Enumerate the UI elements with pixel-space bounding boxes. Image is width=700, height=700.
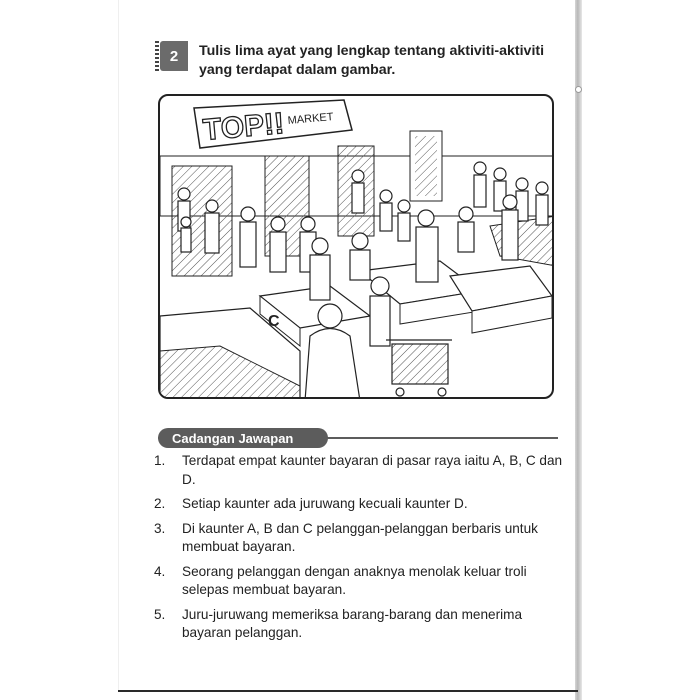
answer-text: Di kaunter A, B dan C pelanggan-pelanggan berbaris untuk membuat bayaran.: [182, 520, 538, 554]
question-text: Tulis lima ayat yang lengkap tentang aktiviti-aktiviti yang terdapat dalam gambar.: [199, 43, 545, 78]
answer-list: [150, 452, 565, 649]
answer-number: 3.: [154, 520, 166, 536]
answer-item: [150, 495, 565, 514]
answer-text: Seorang pelanggan dengan anaknya menolak keluar troli selepas membuat bayaran.: [182, 563, 527, 597]
answer-item: [150, 452, 565, 489]
page-margin-line: [118, 0, 119, 690]
supermarket-illustration: [158, 94, 554, 399]
answer-number: 1.: [154, 453, 166, 468]
answer-text: Setiap kaunter ada juruwang kecuali kaunter D.: [182, 496, 468, 511]
answer-text: Terdapat empat kaunter bayaran di pasar raya iaitu A, B, C dan D.: [182, 453, 563, 487]
sign-market-text: MARKET: [287, 111, 334, 127]
sign-top-text: TOP!!: [201, 107, 286, 147]
binding-hole-icon: [575, 86, 582, 93]
answer-number: 2.: [154, 496, 166, 511]
supermarket-drawing: [160, 96, 554, 399]
page-binding-edge: [575, 0, 582, 700]
answer-item: [150, 563, 565, 600]
trolley: [386, 340, 452, 396]
answer-item: [150, 606, 565, 643]
answer-text: Juru-juruwang memeriksa barang-barang dan menerima bayaran pelanggan.: [182, 606, 523, 640]
page-bottom-rule: [118, 690, 578, 692]
question-number-badge: 2: [160, 41, 188, 71]
answer-number: 5.: [154, 606, 166, 622]
answer-heading: Cadangan Jawapan: [158, 428, 328, 448]
market-sign: [194, 100, 352, 148]
answer-item: [150, 520, 565, 557]
answer-number: 4.: [154, 563, 166, 579]
counter-c-label: C: [268, 313, 280, 330]
